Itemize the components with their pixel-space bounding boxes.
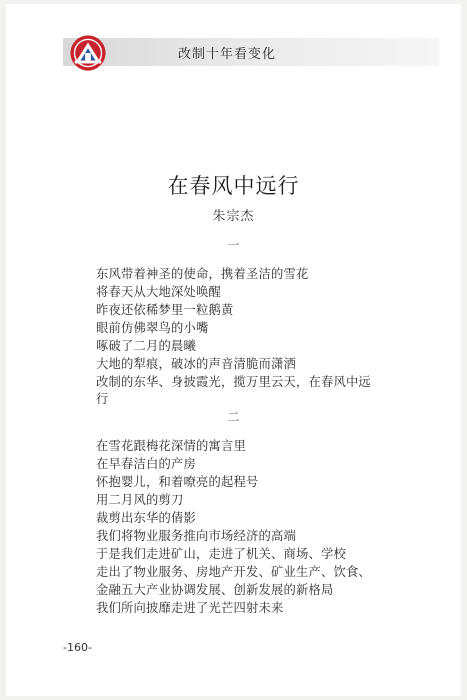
- poem-line: 怀抱婴儿，和着嘹亮的起程号: [96, 475, 259, 489]
- poem-line: 裁剪出东华的倩影: [96, 511, 196, 525]
- poem-line: 将春天从大地深处唤醒: [96, 285, 221, 299]
- page-number: -160-: [63, 641, 92, 654]
- poem-line: 用二月风的剪刀: [96, 493, 184, 507]
- poem-line: 眼前仿佛翠鸟的小嘴: [96, 321, 209, 335]
- poem-line: 我们将物业服务推向市场经济的高端: [96, 529, 296, 543]
- poem-line: 改制的东华、身披霞光，揽万里云天，在春风中远: [96, 375, 371, 389]
- poem-line: 啄破了二月的晨曦: [96, 339, 196, 353]
- section-marker: 二: [227, 410, 240, 424]
- poem-line: 昨夜还依稀梦里一粒鹅黄: [96, 303, 234, 317]
- poem-title: 在春风中远行: [167, 174, 300, 198]
- poem-line: 在雪花跟梅花深情的寓言里: [96, 439, 246, 453]
- poem-line: 东风带着神圣的使命，携着圣洁的雪花: [96, 267, 309, 281]
- running-header: [63, 36, 455, 66]
- company-logo-icon: [69, 34, 107, 72]
- poem-line: 于是我们走进矿山，走进了机关、商场、学校: [96, 547, 346, 561]
- poem-line: 在早春洁白的产房: [96, 457, 196, 471]
- poem-line: 我们所向披靡走进了光芒四射未来: [96, 601, 284, 615]
- poem-line: 行: [96, 392, 109, 406]
- poem-line: 走出了物业服务、房地产开发、矿业生产、饮食、: [96, 565, 371, 579]
- section-marker: 一: [227, 238, 240, 252]
- poem-author: 朱宗杰: [212, 209, 255, 224]
- header-title: 改制十年看变化: [178, 47, 277, 62]
- poem-line: 金融五大产业协调发展、创新发展的新格局: [96, 583, 334, 597]
- poem-line: 大地的犁痕，破冰的声音清脆而潇洒: [96, 357, 296, 371]
